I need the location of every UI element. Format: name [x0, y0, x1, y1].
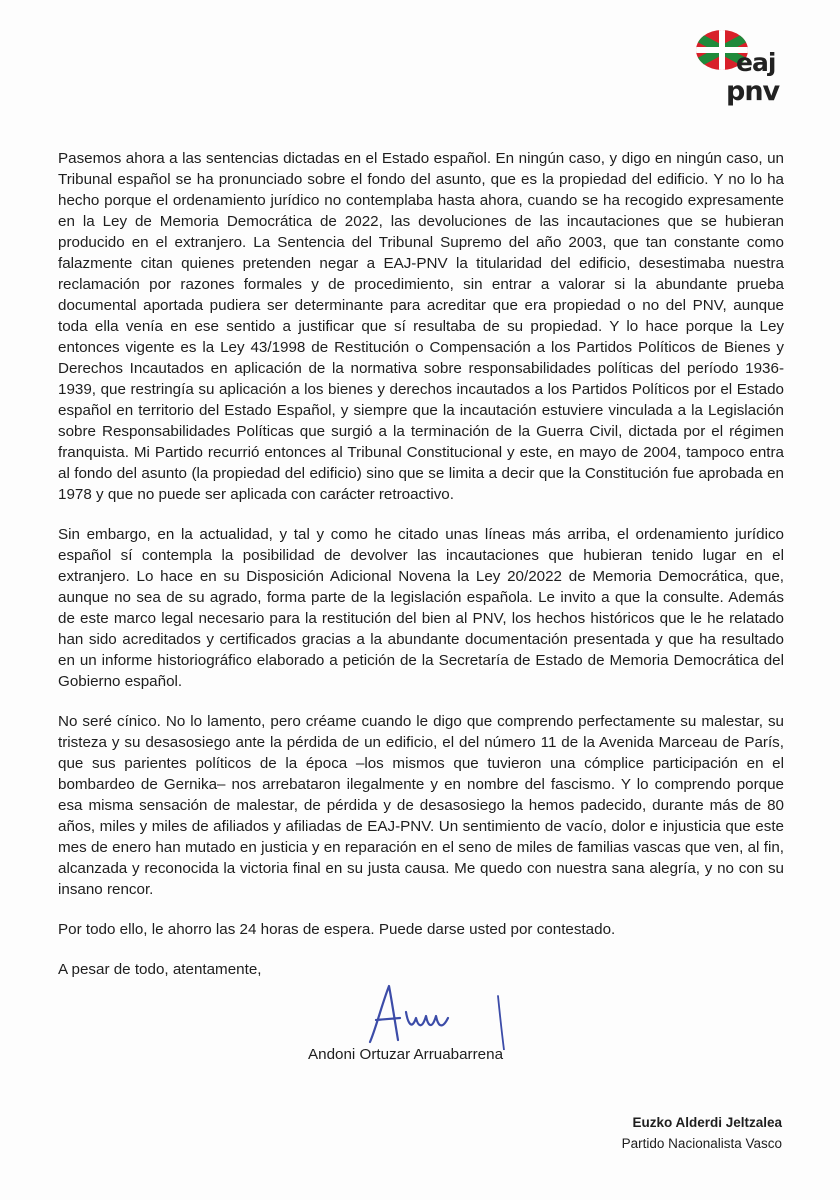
paragraph-2: Sin embargo, en la actualidad, y tal y como he citado unas líneas más arriba, el ordenamiento jurídico español sí contempla la posibilidad de devolver las incautaciones que hubieran tenido lugar en el extranjero. Lo hace en su Disposición Adicional Novena la Ley 20/2022 de Memoria Democrática, que, aunque no sea de su agrado, forma parte de la legislación española. Le invito a que la consulte. Además de este marco legal necesario para la restitución del bien al PNV, los hechos históricos que le he relatado han sido acreditados y certificados gracias a la abundante documentación presentada y que ha resultado en un informe historiográfico elaborado a petición de la Secretaría de Estado de Memoria Democrática del Gobierno español.	[58, 526, 784, 690]
logo-pnv-text: pnv	[726, 76, 780, 107]
paragraph-1: Pasemos ahora a las sentencias dictadas en el Estado español. En ningún caso, y digo en ningún caso, un Tribunal español se ha pronunciado sobre el fondo del asunto, que es la propiedad del edificio. Y no lo ha hecho porque el ordenamiento jurídico no contemplaba hasta ahora, cuando se ha recogido expresamente en la Ley de Memoria Democrática de 2022, las devoluciones de las incautaciones que se hubieran producido en el extranjero. La Sentencia del Tribunal Supremo del año 2003, que tan constante como falazmente citan quienes pretenden negar a EAJ-PNV la titularidad del edificio, desestimaba nuestra reclamación por razones formales y de procedimiento, sin entrar a valorar si la abundante prueba documental aportada pudiera ser determinante para acreditar que era propiedad o no del PNV, aunque toda ella venía en ese sentido a justificar que sí resultaba de su propiedad. Y lo hace porque la Ley entonces vigente es la Ley 43/1998 de Restitución o Compensación a los Partidos Políticos de Bienes y Derechos Incautados en aplicación de la normativa sobre responsabilidades políticas del período 1936-1939, que restringía su aplicación a los bienes y derechos incautados a los Partidos Políticos por el Estado español en territorio del Estado Español, y siempre que la incautación estuviere vinculada a la Legislación sobre Responsabilidades Políticas que surgió a la terminación de la Guerra Civil, dictada por el régimen franquista. Mi Partido recurrió entonces al Tribunal Constitucional y este, en mayo de 2004, tampoco entra al fondo del asunto (la propiedad del edificio) sino que se limita a decir que la Constitución fue aprobada en 1978 y que no puede ser aplicada con carácter retroactivo.	[58, 150, 784, 503]
letter-body	[58, 148, 784, 999]
handwritten-signature	[362, 978, 522, 1050]
paragraph-3: No seré cínico. No lo lamento, pero créame cuando le digo que comprendo perfectamente su malestar, su tristeza y su desasosiego ante la pérdida de un edificio, el del número 11 de la Avenida Marceau de París, que sus parientes políticos de la época –los mismos que tuvieron una cómplice participación en el bombardeo de Gernika– nos arrebataron ilegalmente y en nombre del fascismo. Y lo comprendo porque esa misma sensación de malestar, de pérdida y de desasosiego la hemos padecido, durante más de 80 años, miles y miles de afiliados y afiliadas de EAJ-PNV. Un sentimiento de vacío, dolor e injusticia que este mes de enero han mutado en justicia y en reparación en el seno de miles de familias vascas que ven, al fin, alcanzada y reconocida la victoria final en su justa causa. Me quedo con nuestra sana alegría, y no con su insano rencor.	[58, 713, 784, 898]
closing-line: A pesar de todo, atentamente,	[58, 961, 262, 978]
organization-name: Euzko Alderdi Jeltzalea	[632, 1115, 782, 1130]
organization-subtitle: Partido Nacionalista Vasco	[621, 1136, 782, 1151]
paragraph-4: Por todo ello, le ahorro las 24 horas de espera. Puede darse usted por contestado.	[58, 921, 616, 938]
signer-name: Andoni Ortuzar Arruabarrena	[308, 1046, 504, 1063]
eaj-pnv-logo	[688, 22, 788, 112]
logo-eaj-text: eaj	[736, 48, 776, 77]
organization-block	[622, 1112, 782, 1154]
